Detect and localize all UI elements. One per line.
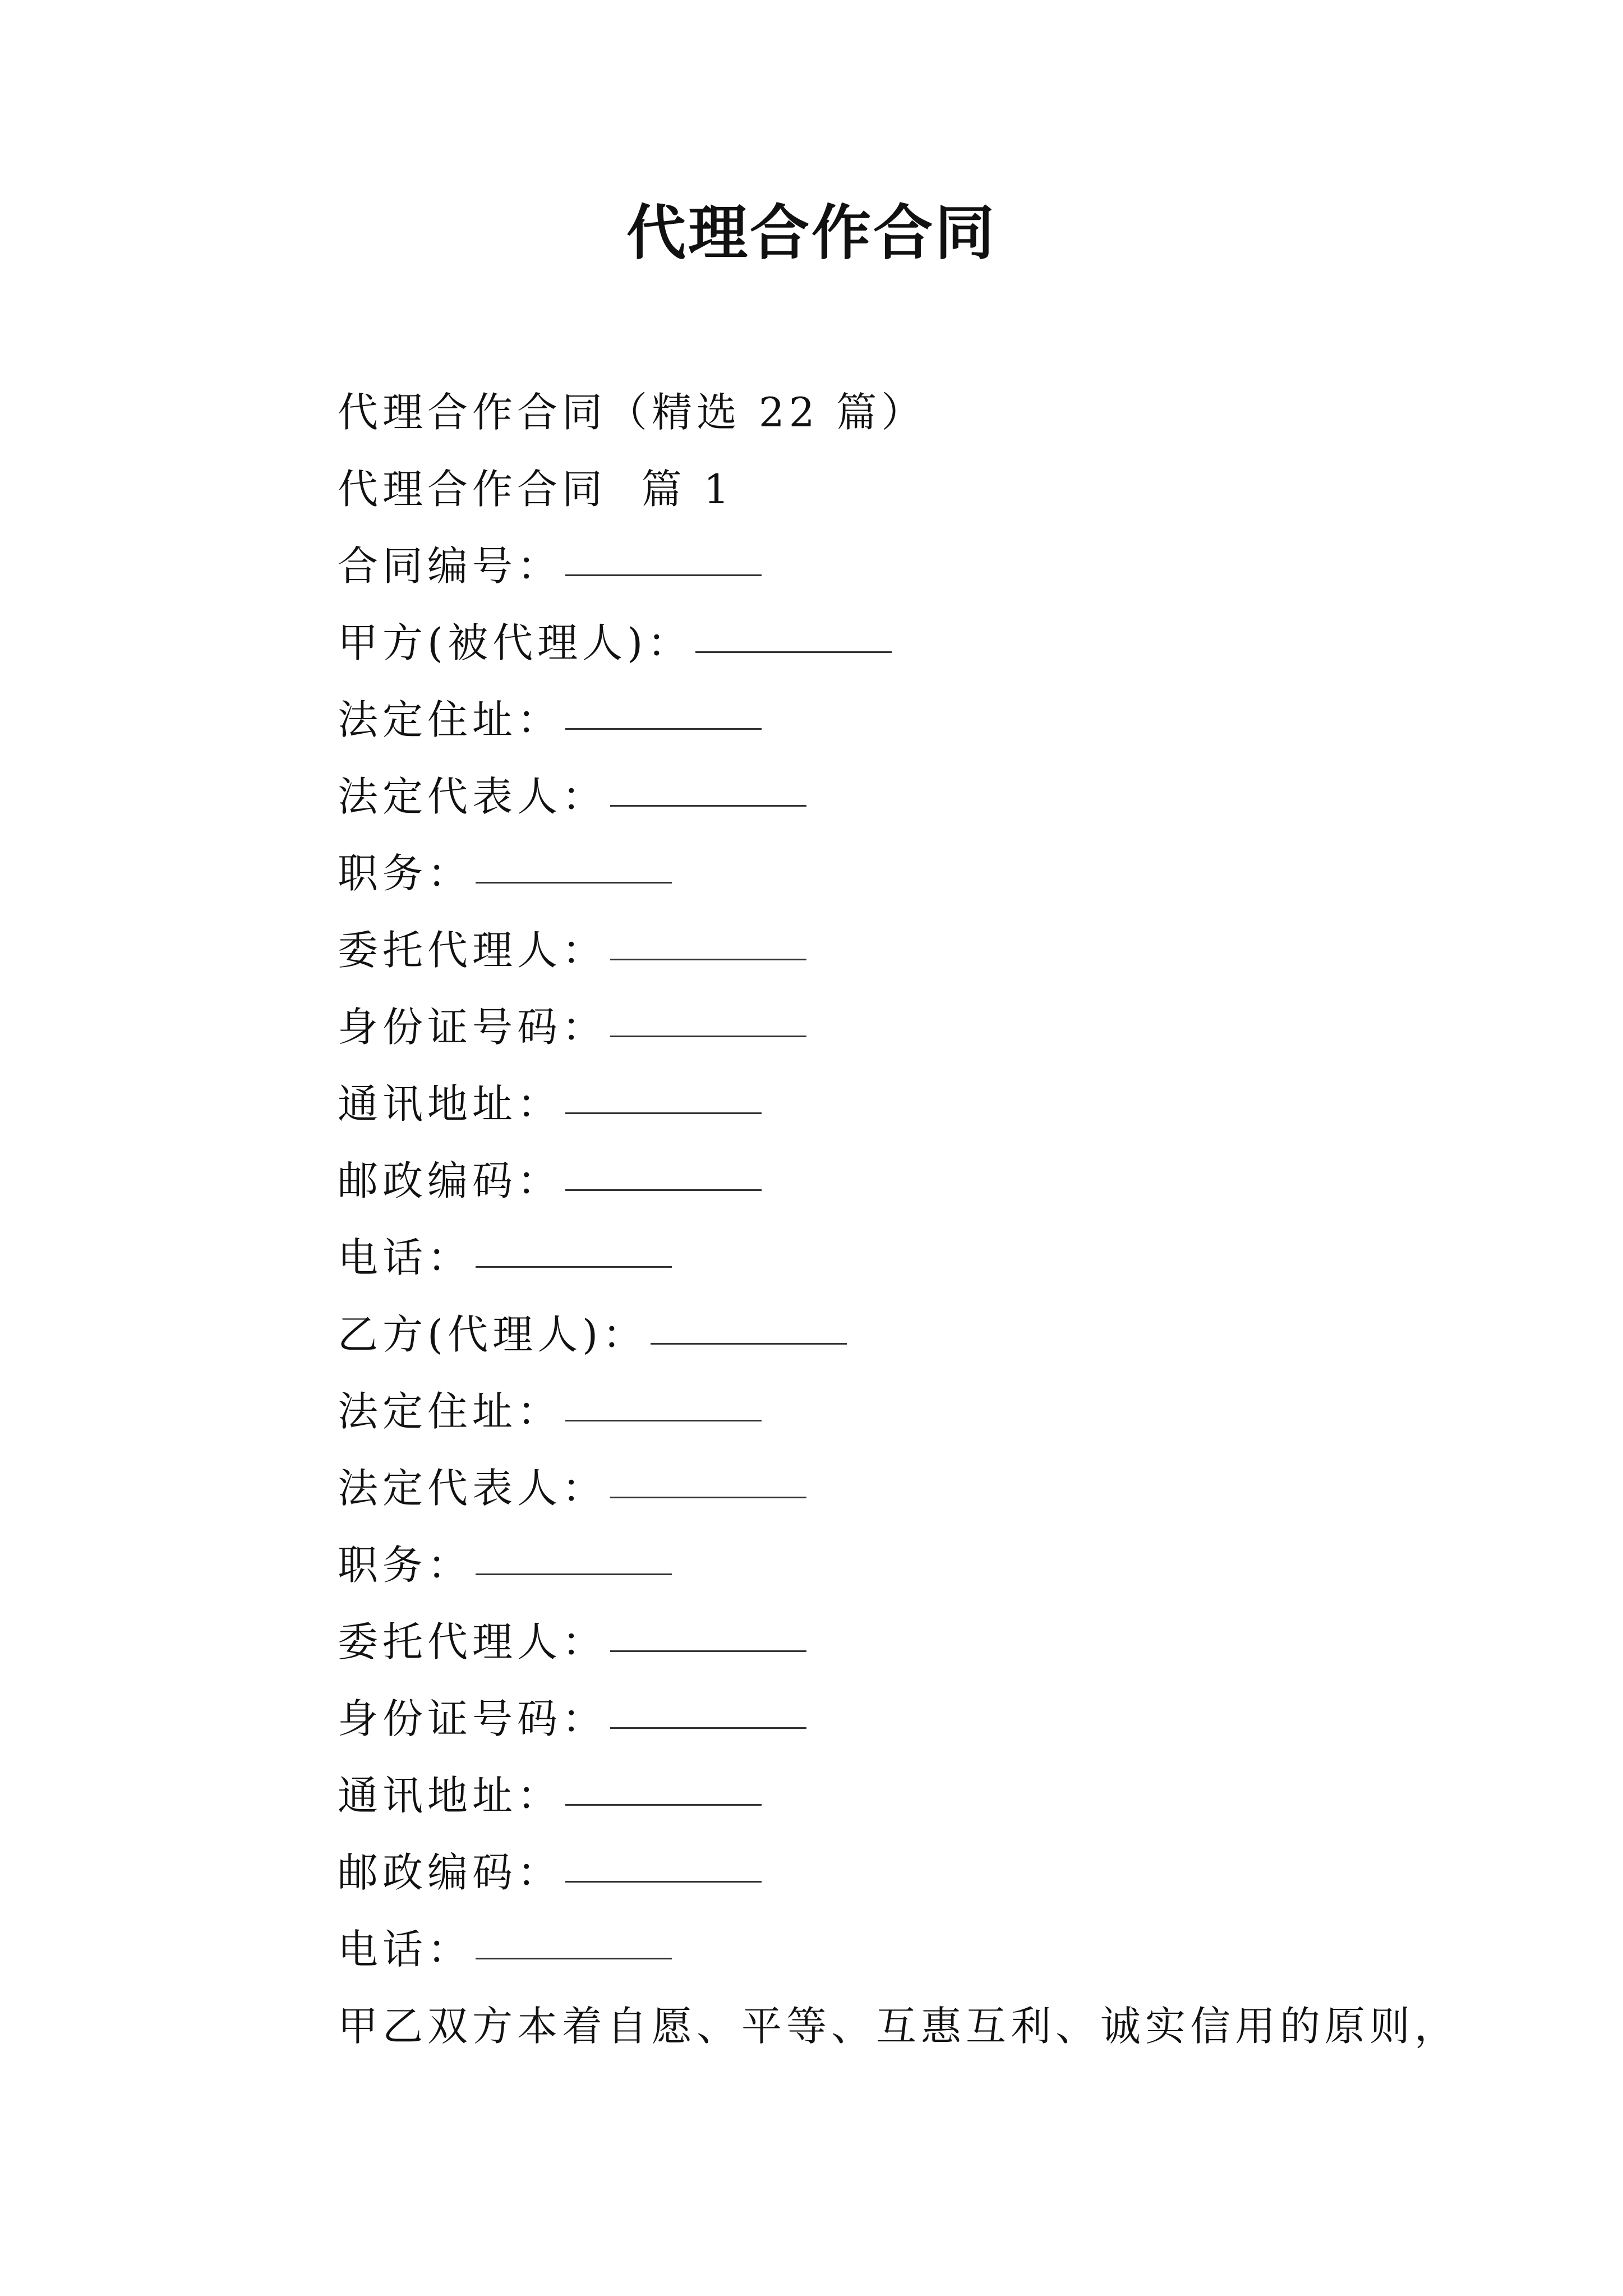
field-label: 电话： — [338, 1926, 473, 1973]
section-heading-line — [338, 458, 1515, 535]
field-label: 委托代理人： — [338, 1618, 607, 1665]
blank-line — [565, 1842, 762, 1883]
section-heading: 代理合作合同 篇 1 — [338, 466, 734, 513]
field-party-b-mail-address — [338, 1765, 1515, 1842]
blank-line — [610, 766, 806, 807]
field-party-a-postcode — [338, 1150, 1515, 1227]
field-label: 法定住址： — [338, 1388, 562, 1435]
field-label: 身份证号码： — [338, 1004, 607, 1051]
field-party-a — [338, 612, 1515, 689]
field-party-b-postcode — [338, 1842, 1515, 1918]
closing-text: 甲乙双方本着自愿、平等、互惠互利、诚实信用的原则， — [338, 2003, 1460, 2050]
field-label: 电话： — [338, 1234, 473, 1281]
blank-line — [565, 1073, 762, 1114]
field-label: 法定代表人： — [338, 773, 607, 820]
blank-line — [476, 843, 672, 884]
field-label: 职务： — [338, 850, 473, 897]
field-party-a-mail-address — [338, 1073, 1515, 1150]
field-party-b-legal-rep — [338, 1457, 1515, 1534]
field-label: 法定住址： — [338, 696, 562, 743]
subtitle: 代理合作合同（精选 22 篇） — [338, 389, 926, 436]
field-label: 通讯地址： — [338, 1772, 562, 1819]
field-party-a-phone — [338, 1227, 1515, 1304]
blank-line — [610, 1611, 806, 1652]
blank-line — [476, 1918, 672, 1959]
field-label: 法定代表人： — [338, 1465, 607, 1512]
blank-line — [565, 535, 762, 576]
blank-line — [610, 996, 806, 1037]
field-party-b-agent — [338, 1611, 1515, 1688]
field-party-a-agent — [338, 919, 1515, 996]
blank-line — [695, 612, 892, 653]
blank-line — [651, 1304, 847, 1345]
field-label: 职务： — [338, 1542, 473, 1589]
blank-line — [610, 919, 806, 960]
blank-line — [476, 1227, 672, 1268]
field-party-b-position — [338, 1534, 1515, 1611]
field-contract-number — [338, 535, 1515, 612]
field-label: 委托代理人： — [338, 927, 607, 974]
blank-line — [476, 1534, 672, 1575]
blank-line — [565, 1381, 762, 1421]
field-label: 邮政编码： — [338, 1157, 562, 1204]
blank-line — [610, 1688, 806, 1729]
document-body — [338, 381, 1515, 2072]
field-label: 合同编号： — [338, 542, 562, 590]
field-label: 甲方(被代理人)： — [338, 619, 693, 666]
field-party-b — [338, 1304, 1515, 1381]
field-party-a-legal-rep — [338, 766, 1515, 843]
field-party-b-address — [338, 1381, 1515, 1457]
blank-line — [610, 1457, 806, 1498]
field-label: 通讯地址： — [338, 1080, 562, 1128]
field-label: 乙方(代理人)： — [338, 1311, 648, 1358]
field-party-a-position — [338, 843, 1515, 919]
blank-line — [565, 1150, 762, 1191]
field-party-a-address — [338, 689, 1515, 766]
field-label: 身份证号码： — [338, 1695, 607, 1742]
field-party-b-phone — [338, 1918, 1515, 1995]
blank-line — [565, 689, 762, 730]
subtitle-line — [338, 381, 1515, 458]
field-label: 邮政编码： — [338, 1849, 562, 1896]
field-party-b-id — [338, 1688, 1515, 1765]
closing-paragraph — [338, 1995, 1515, 2072]
blank-line — [565, 1765, 762, 1806]
field-party-a-id — [338, 996, 1515, 1073]
document-title: 代理合作合同 — [626, 197, 997, 268]
